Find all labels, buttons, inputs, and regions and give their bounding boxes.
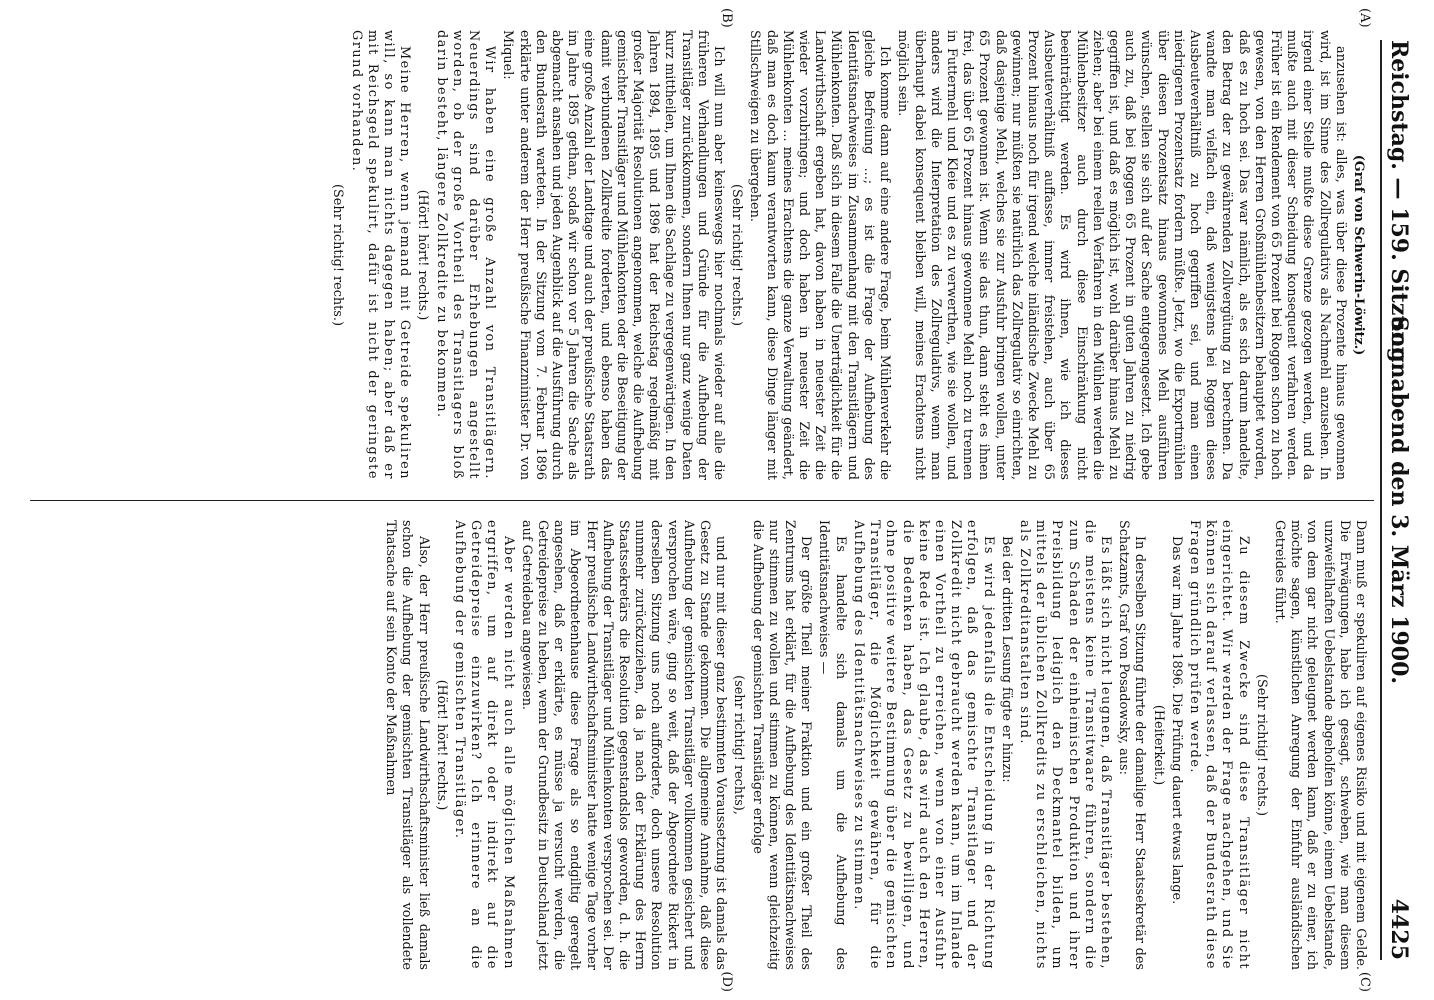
interjection: (Sehr richtig! rechts.) <box>330 184 346 326</box>
margin-mark-a: (A) <box>1357 8 1372 28</box>
header-center: Sonnabend den 3. März 1900. <box>1386 315 1412 685</box>
body-paragraph: Dann muß er spekuliren auf eigenes Risiko und mit eigenem Gelde. Die Erwägungen, habe ich gesagt, schweben, wie man diesem unzweifelhaften Uebelstande abgeholfen könne, einem Uebelstande, von dem gar nicht geleugnet werden kann, daß er zu einer, ich möchte sagen, künstlichen Anregung der Einfuhr ausländischen Getreides führt. <box>1271 520 1368 970</box>
quotation-paragraph: Es läßt sich nicht leugnen, daß Transitläger bestehen, die meistens keine Transitwaare führen, sondern die zum Schaden der einheimischen Produktion und ihrer Preisbildung lediglich den Deckmantel bilden, um mittels der üblichen Zollkredits zu erschleichen, nichts als Zollkreditanstalten sind. <box>1016 520 1113 970</box>
interjection: (Heiterkeit.) <box>1150 704 1166 786</box>
interjection: (Sehr richtig! rechts.) <box>729 184 745 326</box>
quotation-paragraph: Zu diesem Zwecke sind diese Transitläger nicht eingerichtet. Wir werden der Frage nachgehen, und Sie können sich darauf verlassen, daß der Bundesrath diese Fragen gründlich prüfen werde. <box>1186 520 1251 970</box>
running-header <box>1380 40 1416 960</box>
body-paragraph: anzusehen ist: alles, was über diese Prozente hinaus gewonnen wird, ist im Sinne des Zollregulativs als Nachmehl anzusehen. In irgend einer Stelle mußte diese Grenze gezogen werden, und da mußte auch mit dieser Scheidung konsequent verfahren werden. Früher ist ein Rendement von 65 Prozent bei Roggen schon zu hoch gewesen, von den Herren Großmühlenbesitzern behauptet worden, daß es zu hoch sei. Das war nämlich, als es sich darum handelte, den Betrag der zu gewährenden Zollvergütung zu berechnen. Da wandte man vielfach ein, daß wenigstens bei Roggen dieses Ausbeuteverhältniß zu hoch gegriffen sei, und man einen niedrigeren Prozentsatz fordern müßte. Jetzt, wo die Exportmühlen über diesen Prozentsatz hinaus gewonnenes Mehl ausführen wünschen, stellen sie sich auf der Sache entgegengesetzt. Ich gebe auch zu, daß bei Roggen 65 Prozent in guten Jahren zu niedrig gegriffen ist, und daß es möglich ist, wohl darüber hinaus Mehl zu ziehen; aber bei einem reellen Verfahren in den Mühlen werden die Mühlenbesitzer auch durch diese Einschränkung nicht beeinträchtigt werden. Es wird ihnen, wie ich dieses Ausbeuteverhältniß auffasse, immer freistehen, auch über 65 Prozent hinaus noch für irgend welche inländische Zwecke Mehl zu gewinnen; nur müßten sie natürlich das Zollregulativ so einrichten, daß dasjenige Mehl, welches sie zur Ausfuhr bringen wollen, unter 65 Prozent gewonnen ist. Wenn sie das thun, dann steht es ihnen frei, das über 65 Prozent hinaus gewonnene Mehl noch zu trennen in Futtermehl und Kleie und es zu verwerthen, wie sie wollen, und anders wird die Interpretation des Zollregulativs, wenn man überhaupt dabei konsequent bleiben will, meines Erachtens nicht möglich sein. <box>895 30 1348 480</box>
page-number: 4425 <box>1386 898 1412 960</box>
margin-mark-b: (B) <box>719 8 734 28</box>
body-paragraph: und nur mit dieser ganz bestimmten Voraussetzung ist damals das Gesetz zu Stande gekommen. Die allgemeine Annahme, daß diese Aufhebung der gemischten Transitläger vollkommen gesichert und versprochen wäre, ging so weit, daß der Abgeordnete Rickert in derselben Sitzung uns noch aufforderte, doch unsere Resolution nunmehr zurückzuziehen, da ja nach der Erklärung des Herrn Staatssekretärs die Resolution gegenstandslos geworden, d. h. die Aufhebung der Transitläger und Mühlenkonten versprochen sei. Der Herr preußische Landwirthschaftsminister hatte wenige Tage vorher im Abgeordnetenhause diese Frage als so endgiltig geregelt angesehen, daß er erklärte, es müsse ja versucht werden, die Getreidepreise zu heben, wenn der Grundbesitz in Deutschland jetzt auf Getreidebau angewiesen. <box>518 520 729 970</box>
quotation-paragraph: Es wird jedenfalls die Entscheidung in der Richtung erfolgen, daß das gemischte Transitlager und der Zollkredit nicht gebraucht werden kann, um im Inlande einen Vortheil zu erreichen, wenn von einer Ausfuhr keine Rede ist. Ich glaube, das wird auch den Herren, die Bedenken haben, das Gesetz zu bewilligen, und ohne positive weitere Bestimmung über die gemischten Transitläger, die Möglichkeit gewähren, für die Aufhebung des Identitätsnachweises zu stimmen. <box>850 520 996 970</box>
body-paragraph: Bei der dritten Lesung fügte er hinzu: <box>998 536 1014 783</box>
interjection: (Sehr richtig! rechts.) <box>1253 674 1269 816</box>
quotation-paragraph: Meine Herren, wenn jemand mit Getreide spekuliren will, so kann man nichts dagegen haben; aber daß er mit Reichsgeld spekulirt, dafür ist nicht der geringste Grund vorhanden. <box>348 30 413 480</box>
interjection: (Hört! hört! rechts.) <box>433 679 449 811</box>
header-left: Reichstag. — 159. Sitzung. <box>1386 40 1412 371</box>
quotation-paragraph: Wir haben eine große Anzahl von Transitlägern. Neuerdings sind darüber Erhebungen angestellt worden, ob der große Vortheil des Transitlagers bloß darin besteht, längere Zollkredite zu bekommen. <box>433 30 498 480</box>
body-paragraph: Also, der Herr preußische Landwirthschaftsminister ließ damals schon die Aufhebung der gemischten Transitläger als vollendete Thatsache auf sein Konto der Maßnahmen <box>383 520 431 970</box>
margin-mark-c: (C) <box>1357 971 1372 992</box>
body-paragraph: Es handelte sich damals um die Aufhebung des Identitätsnachweises — <box>816 520 848 970</box>
body-paragraph: Ich will nun aber keineswegs hier nochmals wieder auf alle die früheren Verhandlungen und Gründe für die Aufhebung der Transitläger zurückkommen, sondern Ihnen nur ganz wenige Daten kurz mittheilen, um Ihnen die Sachlage zu vergegenwärtigen. In den Jahren 1894, 1895 und 1896 hat der Reichstag regelmäßig mit großer Majorität Resolutionen angenommen, welche die Aufhebung gemischter Transitläger und Mühlenkonten oder die Beseitigung der damit verbundenen Zollkredite forderten, und ebenso haben das eine große Anzahl der Landtage und auch der preußische Staatsrath im Jahre 1895 gethan, sodaß wir schon vor 5 Jahren die Sache als abgemacht ansahen und jeden Augenblick auf die Ausführung durch den Bundesrath warteten. In der Sitzung vom 7. Februar 1896 erklärte unter anderem der Herr preußische Finanzminister Dr. von Miquel: <box>500 30 727 480</box>
body-paragraph: In derselben Sitzung führte der damalige Herr Staatssekretär des Schatzamts, Graf von Posadowsky, aus: <box>1116 520 1148 970</box>
speaker-label: (Graf von Schwerin-Löwitz.) <box>1351 154 1366 356</box>
body-paragraph: Das war im Jahre 1896. Die Prüfung dauert etwas lange. <box>1168 536 1184 905</box>
right-text-column <box>30 520 1368 970</box>
left-text-column <box>30 30 1368 480</box>
interjection: (sehr richtig! rechts), <box>731 675 747 815</box>
quotation-paragraph: Aber werden nicht auch alle möglichen Maßnahmen ergriffen, um auf direkt oder indirekt auf die Getreidepreise einzuwirken? Ich erinnere an die Aufhebung der gemischten Transitläger. <box>452 520 516 970</box>
interjection: (Hört! hört! rechts.) <box>415 189 431 321</box>
body-paragraph: Ich komme dann auf eine andere Frage, beim Mühlenverkehr die gleiche Befreiung ...; es ist die Frage der Aufhebung des Identitätsnachweises im Zusammenhang mit den Transitlägern und Mühlenkonten. Daß sich in diesem Falle die Unerträglichkeit für die Landwirthschaft ergeben hat, davon haben in neuester Zeit die wieder vorzubringen; und doch haben in neuester Zeit die Mühlenkonten ... meines Erachtens die ganze Verwaltung geändert, daß man es doch kaum verantworten kann, diese Dinge länger mit Stillschweigen zu übergehen. <box>747 30 893 480</box>
column-divider <box>30 500 1374 501</box>
margin-mark-d: (D) <box>719 971 734 992</box>
body-paragraph: Der größte Theil meiner Fraktion und ein großer Theil des Zentrums hat erklärt, für die Aufhebung des Identitätsnachweises nur stimmen zu wollen und stimmen zu können, wenn gleichzeitig die Aufhebung der gemischten Transitläger erfolge <box>749 520 814 970</box>
